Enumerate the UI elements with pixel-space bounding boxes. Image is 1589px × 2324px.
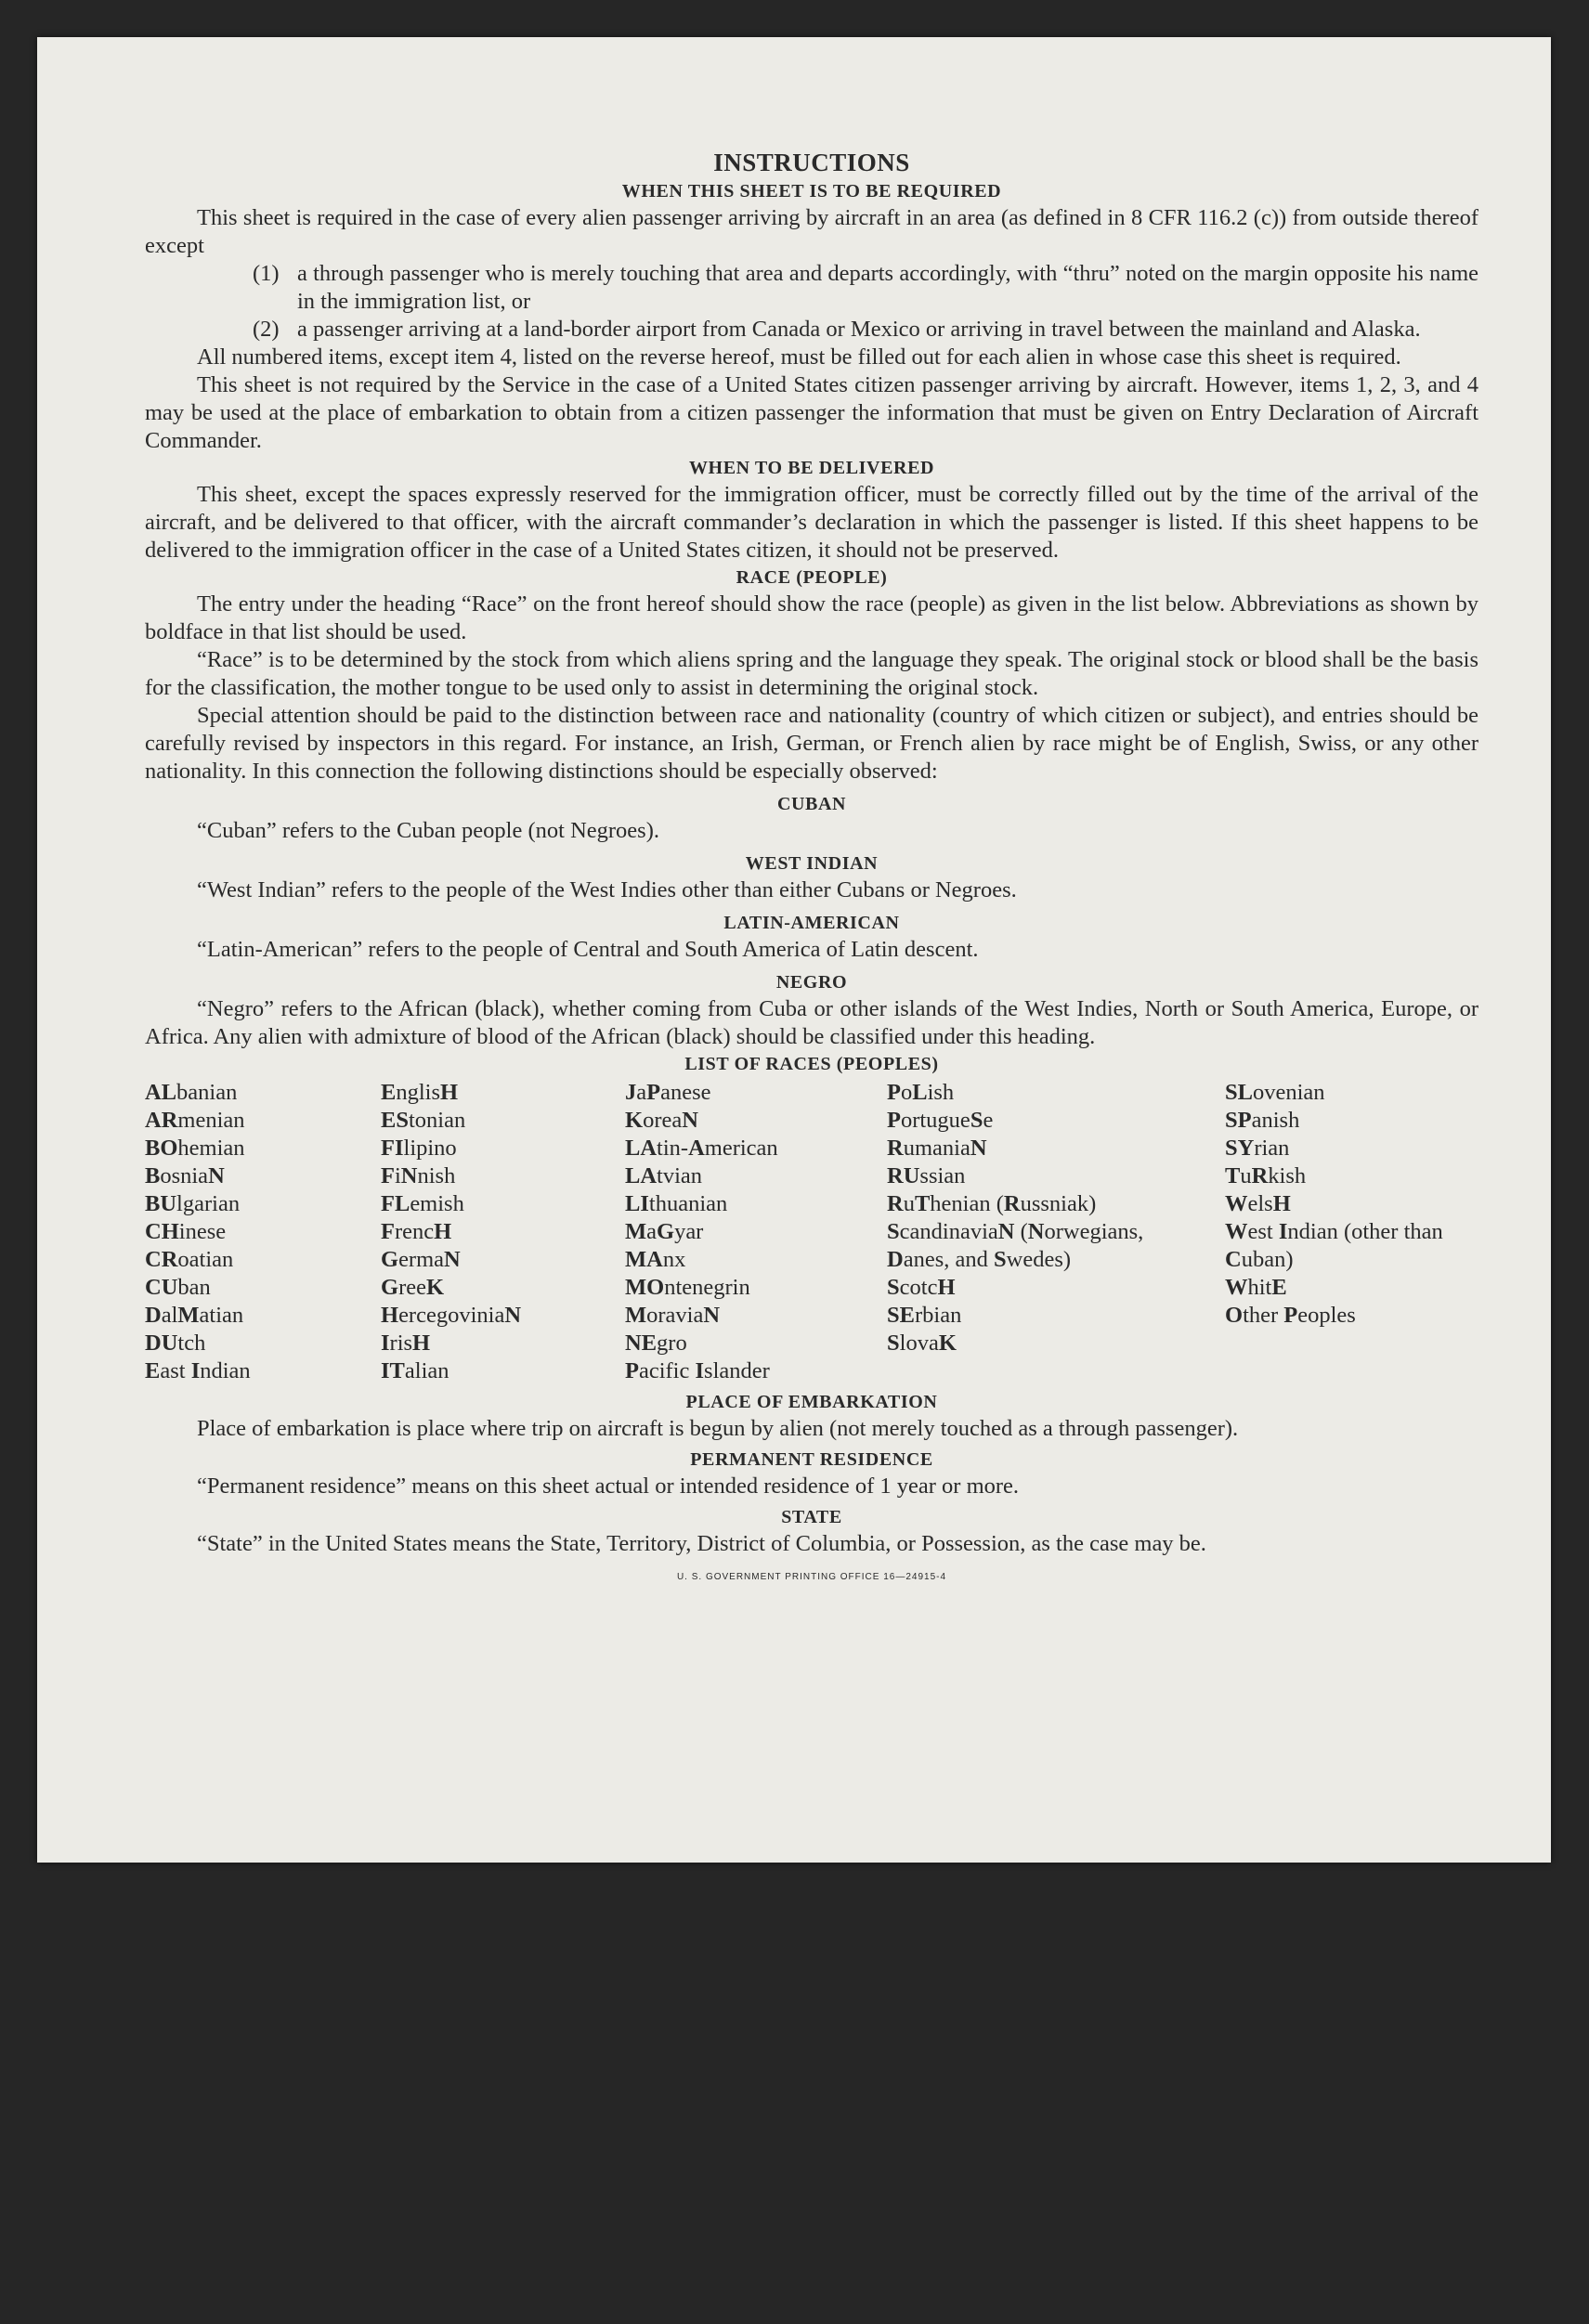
race-item: ITalian [381, 1358, 449, 1383]
race-item: WelsH [1225, 1191, 1291, 1216]
race-item: MOntenegrin [625, 1275, 750, 1300]
heading-permanent-residence: PERMANENT RESIDENCE [690, 1449, 933, 1470]
item-number: (1) [253, 261, 280, 286]
race-item: LAtin-American [625, 1136, 778, 1161]
race-item: DalMatian [145, 1303, 244, 1328]
delivered-paragraph: This sheet, except the spaces expressly reserved for the immigration officer, must be correctly filled out by the time of the arrival of the aircraft, and be delivered to that officer, with the aircraft commander’s declaration in which the passenger is listed. If this sheet happens to be delivered to the immigration officer in the case of a United States citizen, it should not be preserved. [145, 482, 1478, 563]
residence-paragraph: “Permanent residence” means on this sheet actual or intended residence of 1 year or more. [197, 1474, 1020, 1499]
race-item: ScotcH [887, 1275, 956, 1300]
heading-west-indian: WEST INDIAN [745, 853, 879, 874]
heading-when-delivered: WHEN TO BE DELIVERED [688, 458, 935, 478]
race-item: PortugueSe [887, 1108, 994, 1133]
race-item: MoraviaN [625, 1303, 721, 1328]
heading-when-required: WHEN THIS SHEET IS TO BE REQUIRED [621, 181, 1002, 201]
race-column-5 [1225, 1079, 1466, 1385]
race-item: EStonian [381, 1108, 466, 1133]
race-item: ScandinaviaN (Norwegians, Danes, and Swedes) [887, 1219, 1144, 1272]
race-paragraph-1: The entry under the heading “Race” on the front hereof should show the race (people) as given in the list below. Abbreviations as shown by boldface in that list should be used. [145, 591, 1478, 644]
heading-latin-american: LATIN-AMERICAN [723, 913, 900, 933]
race-item: IrisH [381, 1331, 431, 1356]
item-text: a passenger arriving at a land-border airport from Canada or Mexico or arriving in travel between the mainland and Alaska. [297, 317, 1421, 342]
race-item: FIlipino [381, 1136, 457, 1161]
race-column-1 [145, 1079, 381, 1385]
race-item: SYrian [1225, 1136, 1290, 1161]
race-paragraph-3: Special attention should be paid to the distinction between race and nationality (country of which citizen or subject), and entries should be carefully revised by inspectors in this regard. For instance, an Irish, German, or French alien by race might be of English, Swiss, or any other nationality. In this connection the following distinctions should be especially observed: [145, 703, 1478, 784]
race-item: DUtch [145, 1331, 206, 1356]
page-title: INSTRUCTIONS [713, 149, 910, 176]
heading-cuban: CUBAN [776, 794, 847, 814]
race-item: ALbanian [145, 1080, 238, 1105]
race-item: GermaN [381, 1247, 461, 1272]
race-item: Other Peoples [1225, 1303, 1356, 1328]
race-item: GreeK [381, 1275, 445, 1300]
heading-place-of-embarkation: PLACE OF EMBARKATION [685, 1392, 938, 1412]
instruction-sheet [37, 37, 1551, 1863]
race-item: ARmenian [145, 1108, 245, 1133]
required-paragraph-3: This sheet is not required by the Service in the case of a United States citizen passenger arriving by aircraft. However, items 1, 2, 3, and 4 may be used at the place of embarkation to obtain from a citizen passenger the information that must be given on Entry Declaration of Aircraft Commander. [145, 372, 1478, 453]
race-item: MaGyar [625, 1219, 704, 1244]
race-item: East Indian [145, 1358, 251, 1383]
exception-item-1 [253, 260, 1478, 316]
heading-state: STATE [781, 1507, 842, 1527]
race-item: Pacific Islander [625, 1358, 770, 1383]
race-item: CUban [145, 1275, 211, 1300]
required-paragraph-2: All numbered items, except item 4, listed on the reverse hereof, must be filled out for each alien in whose case this sheet is required. [197, 344, 1401, 370]
race-column-3 [625, 1079, 887, 1385]
embarkation-paragraph: Place of embarkation is place where trip on aircraft is begun by alien (not merely touched as a through passenger). [197, 1416, 1239, 1441]
race-item: RuThenian (Russniak) [887, 1191, 1097, 1216]
race-item: CRoatian [145, 1247, 234, 1272]
heading-race: RACE (PEOPLE) [736, 567, 888, 588]
race-item: LIthuanian [625, 1191, 728, 1216]
race-item: MAnx [625, 1247, 686, 1272]
race-item: EnglisH [381, 1080, 459, 1105]
race-item: BUlgarian [145, 1191, 241, 1216]
printing-office-footer: U. S. GOVERNMENT PRINTING OFFICE 16—24915-4 [676, 1572, 947, 1582]
race-item: HercegoviniaN [381, 1303, 522, 1328]
race-item: BOhemian [145, 1136, 245, 1161]
race-item: RUssian [887, 1163, 966, 1188]
heading-negro: NEGRO [775, 972, 848, 993]
race-item: RumaniaN [887, 1136, 987, 1161]
race-item: BosniaN [145, 1163, 225, 1188]
race-item: FLemish [381, 1191, 464, 1216]
item-text: a through passenger who is merely touching that area and departs accordingly, with “thru” noted on the margin opposite his name in the immigration list, or [297, 261, 1478, 314]
race-list [145, 1079, 1478, 1385]
exception-item-2 [253, 316, 1478, 344]
race-item: West Indian (other than Cuban) [1225, 1219, 1443, 1272]
heading-list-of-races: LIST OF RACES (PEOPLES) [684, 1054, 939, 1074]
latin-american-paragraph: “Latin-American” refers to the people of Central and South America of Latin descent. [197, 937, 979, 962]
negro-paragraph: “Negro” refers to the African (black), whether coming from Cuba or other islands of the West Indies, North or South America, Europe, or Africa. Any alien with admixture of blood of the African (black) should be classified under this heading. [145, 996, 1478, 1049]
race-item: WhitE [1225, 1275, 1287, 1300]
race-item: FrencH [381, 1219, 452, 1244]
race-item: SErbian [887, 1303, 962, 1328]
cuban-paragraph: “Cuban” refers to the Cuban people (not Negroes). [197, 818, 659, 843]
race-item: SPanish [1225, 1108, 1300, 1133]
race-item: JaPanese [625, 1080, 711, 1105]
race-item: TuRkish [1225, 1163, 1307, 1188]
west-indian-paragraph: “West Indian” refers to the people of the West Indies other than either Cubans or Negroes. [197, 877, 1017, 902]
required-paragraph-1: This sheet is required in the case of every alien passenger arriving by aircraft in an area (as defined in 8 CFR 116.2 (c)) from outside thereof except [145, 205, 1478, 258]
race-item: SlovaK [887, 1331, 957, 1356]
race-item: KoreaN [625, 1108, 698, 1133]
item-number: (2) [253, 317, 280, 342]
race-column-2 [381, 1079, 625, 1385]
race-item: LAtvian [625, 1163, 703, 1188]
race-column-4 [887, 1079, 1225, 1385]
race-item: NEgro [625, 1331, 687, 1356]
race-item: PoLish [887, 1080, 955, 1105]
race-item: CHinese [145, 1219, 227, 1244]
race-paragraph-2: “Race” is to be determined by the stock from which aliens spring and the language they speak. The original stock or blood shall be the basis for the classification, the mother tongue to be used only to assist in determining the original stock. [145, 647, 1478, 700]
race-item: SLovenian [1225, 1080, 1325, 1105]
race-item: FiNnish [381, 1163, 456, 1188]
state-paragraph: “State” in the United States means the State, Territory, District of Columbia, or Possession, as the case may be. [197, 1531, 1206, 1556]
